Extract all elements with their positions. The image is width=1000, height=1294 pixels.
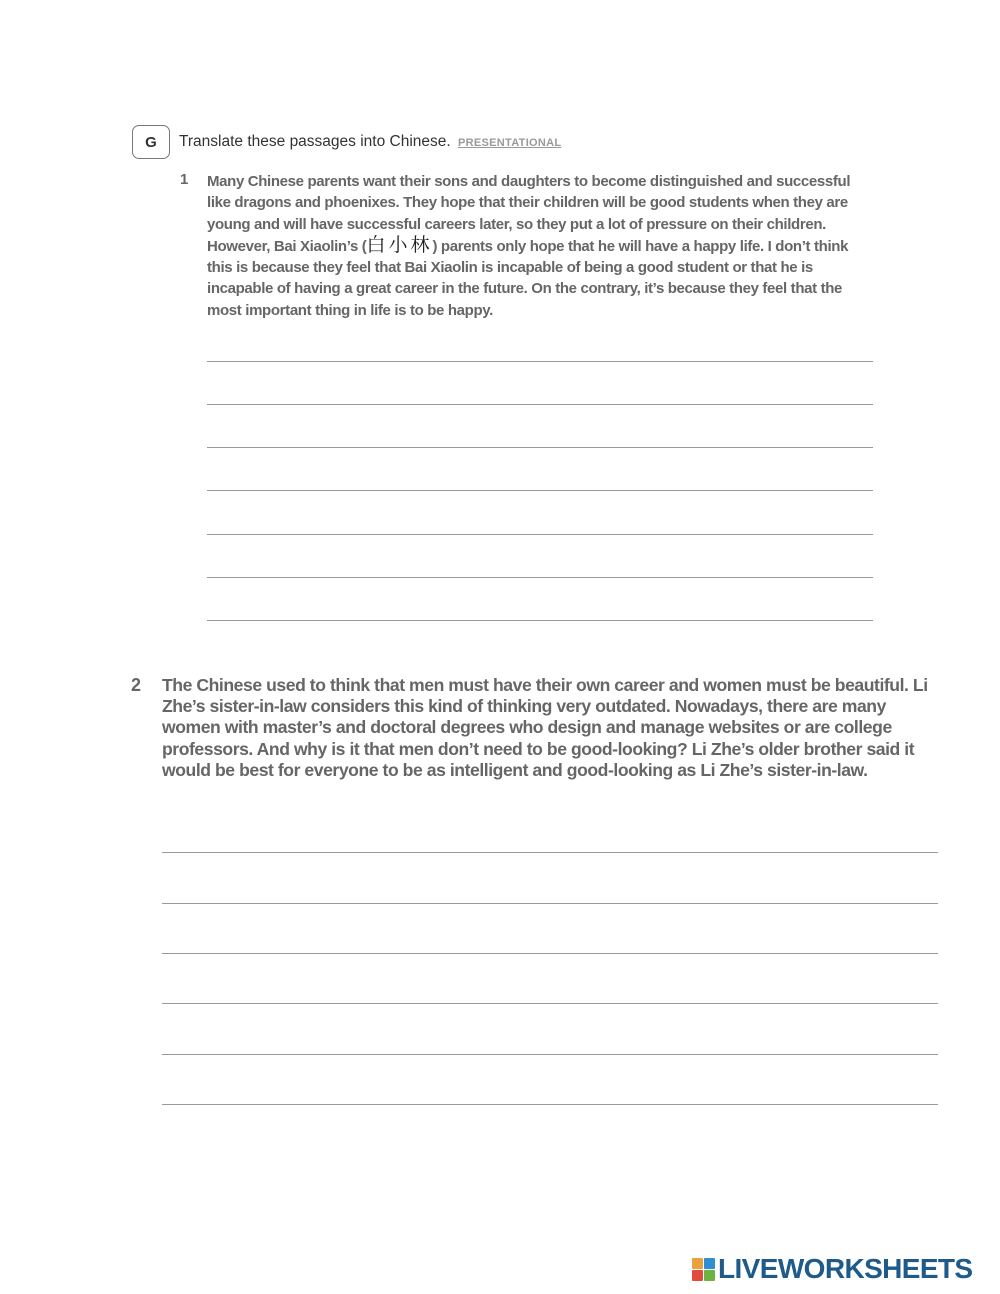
liveworksheets-logo[interactable] <box>692 1252 973 1286</box>
question-1-passage <box>207 171 877 321</box>
liveworksheets-logo-icon <box>692 1258 715 1281</box>
answer-line[interactable] <box>207 534 873 535</box>
logo-square-red <box>692 1270 703 1281</box>
answer-line[interactable] <box>207 490 873 491</box>
question-1-number: 1 <box>180 171 189 188</box>
answer-line[interactable] <box>207 404 873 405</box>
answer-line[interactable] <box>162 953 938 954</box>
passage-1-text-before: Many Chinese parents want their sons and daughters to become distinguished and successful like dragons and phoenixes. They hope that their children will be good students when they are young and will have successful careers later, so they put a lot of pressure on their children. However, Bai Xiaolin’s ( <box>207 173 851 255</box>
answer-line[interactable] <box>207 620 873 621</box>
question-2-number: 2 <box>131 675 142 695</box>
answer-line[interactable] <box>162 1104 938 1105</box>
passage-1-text-after: ) parents only hope that he will have a happy life. I don’t think this is because they feel that Bai Xiaolin is incapable of being a good student or that he is incapable of having a great career in the future. On the contrary, it’s because they feel that the most important thing in life is to be happy. <box>207 237 849 319</box>
instruction-text <box>179 133 561 151</box>
answer-line[interactable] <box>162 1054 938 1055</box>
answer-line[interactable] <box>207 447 873 448</box>
logo-square-green <box>704 1270 715 1281</box>
question-2-passage: The Chinese used to think that men must have their own career and women must be beautiful. Li Zhe’s sister-in-law considers this kind of thinking very outdated. Nowadays, there are many women with master’s and doctoral degrees who design and manage websites or are college professors. And why is it that men don’t need to be good-looking? Li Zhe’s older brother said it would be best for everyone to be as intelligent and good-looking as Li Zhe’s sister-in-law. <box>162 675 928 780</box>
answer-line[interactable] <box>207 361 873 362</box>
chinese-name: 白小林 <box>366 233 433 256</box>
answer-line[interactable] <box>162 903 938 904</box>
answer-line[interactable] <box>207 577 873 578</box>
logo-square-orange <box>692 1258 703 1269</box>
section-letter-badge: G <box>132 125 170 159</box>
instruction-label: Translate these passages into Chinese. <box>179 133 451 150</box>
answer-line[interactable] <box>162 1003 938 1004</box>
answer-line[interactable] <box>162 852 938 853</box>
brand-name: LIVEWORKSHEETS <box>718 1253 973 1284</box>
logo-square-blue <box>704 1258 715 1269</box>
presentational-tag: PRESENTATIONAL <box>458 137 562 149</box>
